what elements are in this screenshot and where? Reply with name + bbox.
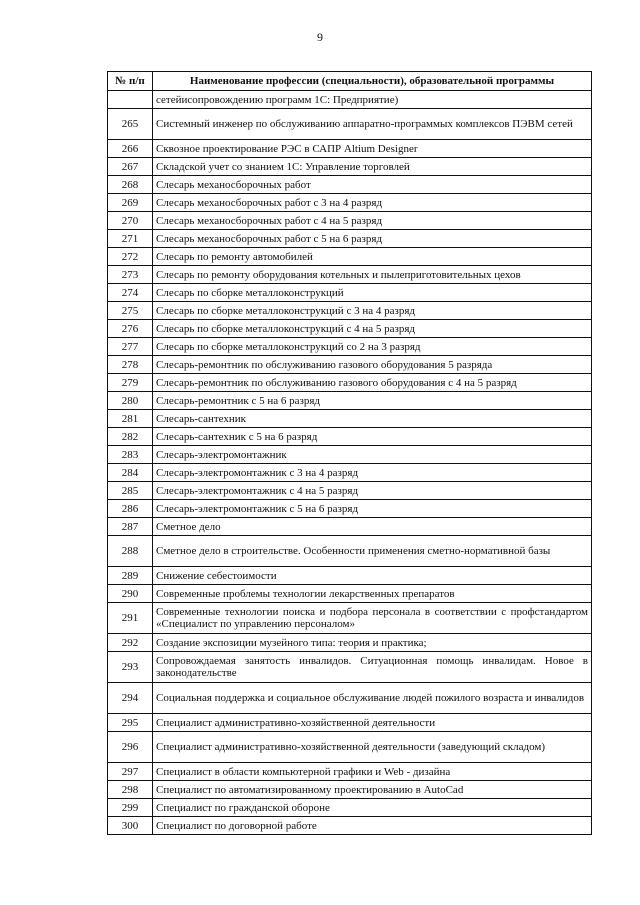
row-number: 279	[108, 374, 153, 392]
row-number: 290	[108, 585, 153, 603]
table-row	[108, 781, 592, 799]
row-number: 281	[108, 410, 153, 428]
row-number: 289	[108, 567, 153, 585]
row-number: 276	[108, 320, 153, 338]
row-name: Сметное дело в строительстве. Особенности применения сметно-нормативной базы	[153, 536, 592, 567]
table-row	[108, 482, 592, 500]
row-name: Слесарь-сантехник	[153, 410, 592, 428]
table-row	[108, 109, 592, 140]
row-name: Слесарь по сборке металлоконструкций с 3 на 4 разряд	[153, 302, 592, 320]
row-name: Системный инженер по обслуживанию аппаратно-программых комплексов ПЭВМ сетей	[153, 109, 592, 140]
row-number: 291	[108, 603, 153, 634]
table-row	[108, 567, 592, 585]
table-row	[108, 248, 592, 266]
row-name: Специалист административно-хозяйственной деятельности	[153, 714, 592, 732]
row-number: 269	[108, 194, 153, 212]
table-row	[108, 374, 592, 392]
row-name: Специалист по договорной работе	[153, 817, 592, 835]
row-number: 278	[108, 356, 153, 374]
row-number: 272	[108, 248, 153, 266]
row-name: Слесарь механосборочных работ с 5 на 6 разряд	[153, 230, 592, 248]
row-name: Слесарь-сантехник с 5 на 6 разряд	[153, 428, 592, 446]
row-number: 280	[108, 392, 153, 410]
row-name: Снижение себестоимости	[153, 567, 592, 585]
table-row	[108, 652, 592, 683]
row-name: Социальная поддержка и социальное обслуживание людей пожилого возраста и инвалидов	[153, 683, 592, 714]
table-row	[108, 212, 592, 230]
row-name: Слесарь по сборке металлоконструкций со 2 на 3 разряд	[153, 338, 592, 356]
table-row	[108, 320, 592, 338]
table-row	[108, 799, 592, 817]
row-name: Специалист по гражданской обороне	[153, 799, 592, 817]
row-name: Слесарь по сборке металлоконструкций	[153, 284, 592, 302]
table-row	[108, 194, 592, 212]
row-number: 282	[108, 428, 153, 446]
row-name: Современные проблемы технологии лекарственных препаратов	[153, 585, 592, 603]
table-row	[108, 230, 592, 248]
row-name: Слесарь по сборке металлоконструкций с 4 на 5 разряд	[153, 320, 592, 338]
row-number: 293	[108, 652, 153, 683]
table-row	[108, 91, 592, 109]
row-number: 266	[108, 140, 153, 158]
row-name: Слесарь механосборочных работ с 4 на 5 разряд	[153, 212, 592, 230]
row-name: Сквозное проектирование РЭС в САПР Altium Designer	[153, 140, 592, 158]
row-number: 294	[108, 683, 153, 714]
table-row	[108, 356, 592, 374]
table-row	[108, 302, 592, 320]
page-number: 9	[317, 30, 323, 44]
row-name: Слесарь механосборочных работ с 3 на 4 разряд	[153, 194, 592, 212]
row-name: Слесарь по ремонту оборудования котельных и пылеприготовительных цехов	[153, 266, 592, 284]
table-header-row	[108, 72, 592, 91]
row-name: Сопровождаемая занятость инвалидов. Ситуационная помощь инвалидам. Новое в законодательстве	[153, 652, 592, 683]
table-row	[108, 464, 592, 482]
table-row	[108, 410, 592, 428]
row-number	[108, 91, 153, 109]
row-number: 284	[108, 464, 153, 482]
row-name: Слесарь-ремонтник по обслуживанию газового оборудования с 4 на 5 разряд	[153, 374, 592, 392]
row-name: Слесарь-электромонтажник с 3 на 4 разряд	[153, 464, 592, 482]
table-row	[108, 176, 592, 194]
table-row	[108, 714, 592, 732]
row-name: Слесарь механосборочных работ	[153, 176, 592, 194]
row-number: 268	[108, 176, 153, 194]
row-name: Современные технологии поиска и подбора персонала в соответствии с профстандартом «Специалист по управлению персоналом»	[153, 603, 592, 634]
row-number: 286	[108, 500, 153, 518]
table-row	[108, 428, 592, 446]
row-name: Слесарь-электромонтажник с 5 на 6 разряд	[153, 500, 592, 518]
row-number: 275	[108, 302, 153, 320]
header-name: Наименование профессии (специальности), образовательной программы	[153, 72, 592, 91]
row-name: сетейисопровождению программ 1С: Предприятие)	[153, 91, 592, 109]
row-number: 274	[108, 284, 153, 302]
row-name: Слесарь по ремонту автомобилей	[153, 248, 592, 266]
row-number: 295	[108, 714, 153, 732]
row-number: 292	[108, 634, 153, 652]
row-number: 287	[108, 518, 153, 536]
row-number: 277	[108, 338, 153, 356]
row-name: Слесарь-ремонтник по обслуживанию газового оборудования 5 разряда	[153, 356, 592, 374]
row-number: 265	[108, 109, 153, 140]
row-number: 267	[108, 158, 153, 176]
row-number: 271	[108, 230, 153, 248]
row-number: 283	[108, 446, 153, 464]
table-row	[108, 140, 592, 158]
table-row	[108, 446, 592, 464]
row-number: 299	[108, 799, 153, 817]
table-row	[108, 284, 592, 302]
table-body	[108, 91, 592, 835]
row-name: Создание экспозиции музейного типа: теория и практика;	[153, 634, 592, 652]
row-name: Специалист административно-хозяйственной деятельности (заведующий складом)	[153, 732, 592, 763]
table-row	[108, 817, 592, 835]
table-row	[108, 585, 592, 603]
table-row	[108, 158, 592, 176]
row-number: 273	[108, 266, 153, 284]
row-number: 288	[108, 536, 153, 567]
table-row	[108, 500, 592, 518]
row-name: Складской учет со знанием 1С: Управление торговлей	[153, 158, 592, 176]
row-number: 285	[108, 482, 153, 500]
table-row	[108, 763, 592, 781]
row-number: 296	[108, 732, 153, 763]
table-row	[108, 732, 592, 763]
table-row	[108, 603, 592, 634]
row-name: Слесарь-ремонтник с 5 на 6 разряд	[153, 392, 592, 410]
row-name: Сметное дело	[153, 518, 592, 536]
table-row	[108, 518, 592, 536]
header-number: № п/п	[108, 72, 153, 91]
table-row	[108, 683, 592, 714]
table-row	[108, 266, 592, 284]
row-number: 270	[108, 212, 153, 230]
table-row	[108, 634, 592, 652]
table-row	[108, 338, 592, 356]
row-name: Слесарь-электромонтажник	[153, 446, 592, 464]
row-name: Специалист по автоматизированному проектированию в AutoCad	[153, 781, 592, 799]
row-number: 300	[108, 817, 153, 835]
professions-table	[107, 71, 592, 835]
row-number: 298	[108, 781, 153, 799]
row-name: Слесарь-электромонтажник с 4 на 5 разряд	[153, 482, 592, 500]
row-number: 297	[108, 763, 153, 781]
row-name: Специалист в области компьютерной графики и Web - дизайна	[153, 763, 592, 781]
table-row	[108, 392, 592, 410]
table-row	[108, 536, 592, 567]
